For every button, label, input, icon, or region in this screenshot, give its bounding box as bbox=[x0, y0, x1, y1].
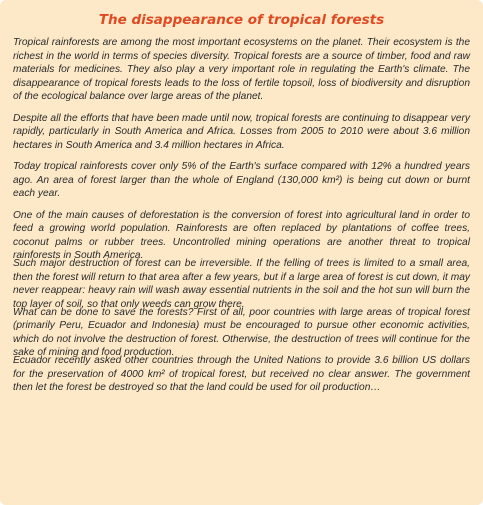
paragraph-causes: One of the main causes of deforestation is the conversion of forest into agricultural land in order to feed a growing world population. Rainforests are often replaced by plantations of coffee trees, coconut palms or rubber trees. Uncontrolled mining operations are another threat to tropical rainforests in South America. bbox=[13, 209, 470, 261]
paragraph-irreversible: Such major destruction of forest can be irreversible. If the felling of trees is limited to a small area, then the forest will return to that area after a few years, but if a large area of forest is cut down, it may never reappear: heavy rain will wash away essential nutrients in the soil and the hot sun will burn the top layer of soil, so that only weeds can grow there. bbox=[13, 258, 470, 310]
paragraph-coverage: Today tropical rainforests cover only 5% of the Earth's surface compared with 12% a hundred years ago. An area of forest larger than the whole of England (130,000 km²) is being cut down or burnt each year. bbox=[13, 161, 470, 199]
paragraph-intro: Tropical rainforests are among the most important ecosystems on the planet. Their ecosystem is the richest in the world in terms of species diversity. Tropical forests are a source of timber, food and raw materials for medicines. They also play a very important role in regulating the Earth's climate. The disappearance of tropical forests leads to the loss of fertile topsoil, loss of biodiversity and disruption of the ecological balance over large areas of the planet. bbox=[13, 37, 470, 102]
article-title: The disappearance of tropical forests bbox=[98, 12, 385, 28]
paragraph-ecuador: Ecuador recently asked other countries through the United Nations to provide 3.6 billion US dollars for the preservation of 4000 km² of tropical forest, but received no clear answer. The government then let the forest be destroyed so that the land could be used for oil production… bbox=[13, 355, 470, 393]
paragraph-losses: Despite all the efforts that have been made until now, tropical forests are continuing to disappear very rapidly, particularly in South America and Africa. Losses from 2005 to 2010 were about 3.6 million hectares in South America and 3.4 million hectares in Africa. bbox=[13, 112, 470, 151]
paragraph-solutions: What can be done to save the forests? First of all, poor countries with large areas of tropical forest (primarily Peru, Ecuador and Indonesia) must be encouraged to pursue other economic activities, which do not involve the destruction of forest. Otherwise, the destruction of trees will continue for the sake of mining and food production. bbox=[13, 306, 470, 358]
